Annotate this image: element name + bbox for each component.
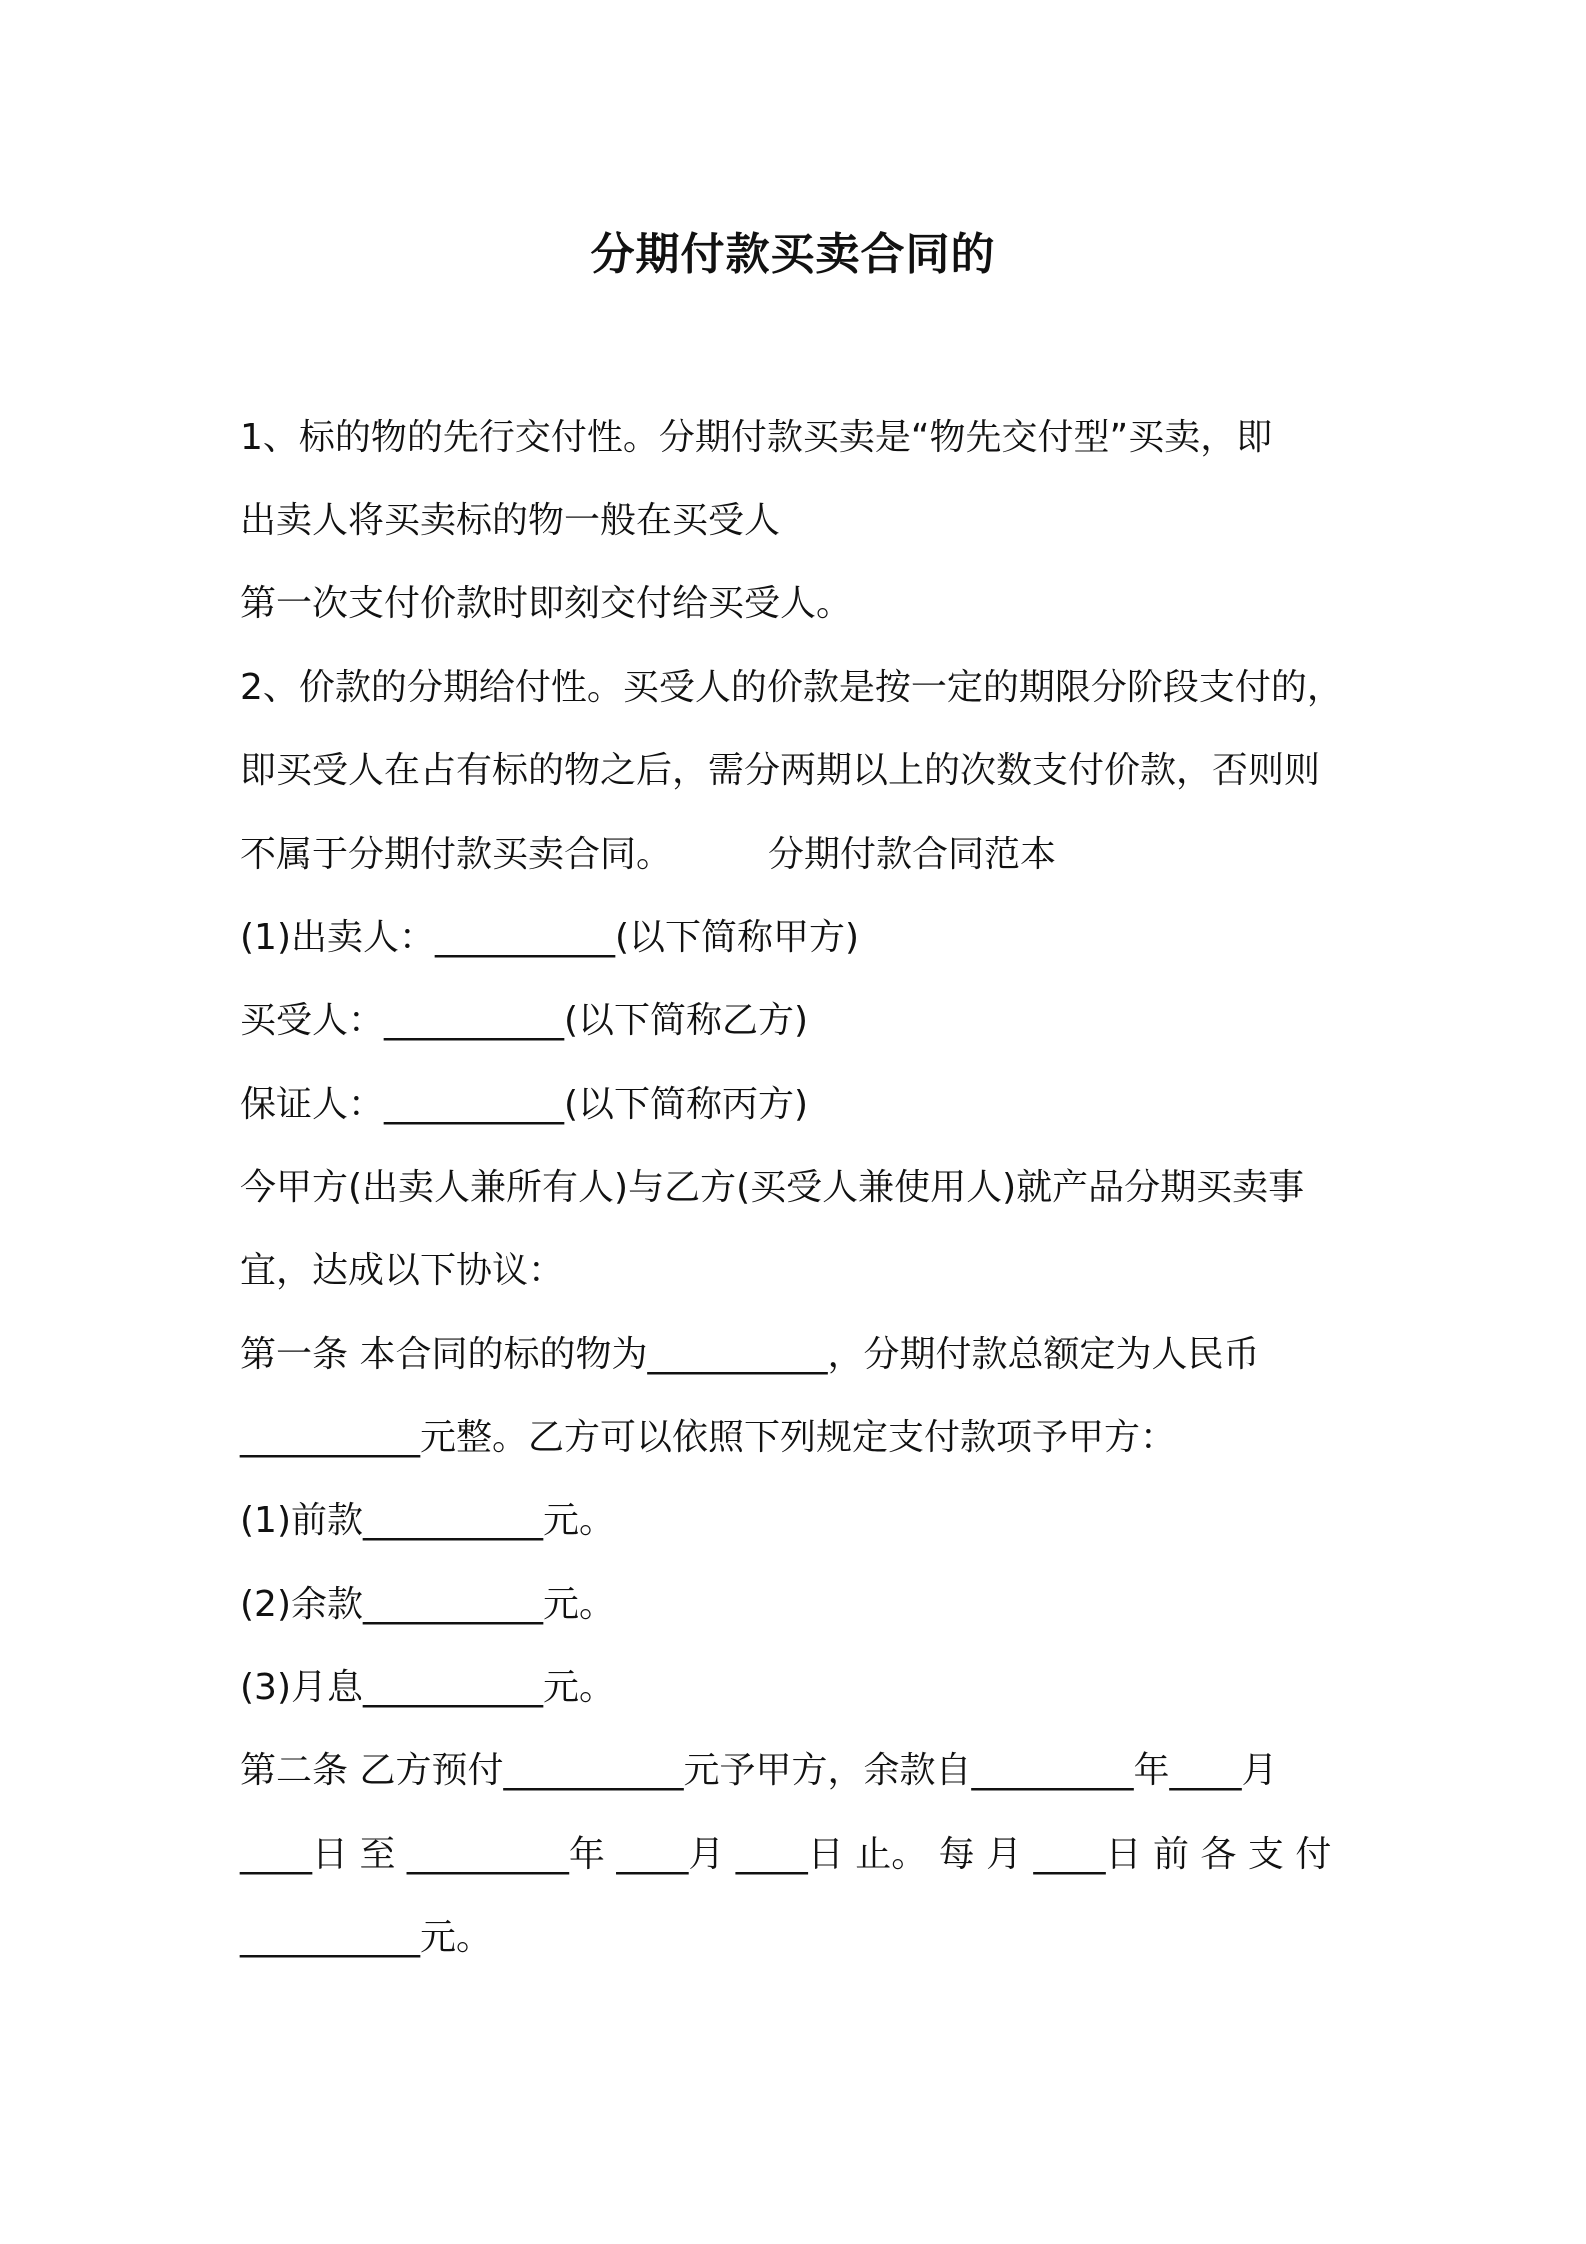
paragraph-line: 宜，达成以下协议： bbox=[240, 1250, 565, 1291]
article-one-line: 第一条 本合同的标的物为__________，分期付款总额定为人民币 bbox=[240, 1334, 1260, 1375]
payment-item-line: (2)余款__________元。 bbox=[240, 1584, 615, 1625]
paragraph-line: 出卖人将买卖标的物一般在买受人 bbox=[240, 500, 781, 541]
article-two-line: ____日 至 _________年 ____月 ____日 止。 每 月 ____日 前 各 支 付 bbox=[240, 1834, 1332, 1875]
party-buyer-line: 买受人：__________(以下简称乙方) bbox=[240, 1000, 809, 1041]
paragraph-line: 第一次支付价款时即刻交付给买受人。 bbox=[240, 583, 853, 624]
payment-item-line: (3)月息__________元。 bbox=[240, 1667, 615, 1708]
payment-item-line: (1)前款__________元。 bbox=[240, 1500, 615, 1541]
paragraph-line: 今甲方(出卖人兼所有人)与乙方(买受人兼使用人)就产品分期买卖事 bbox=[240, 1167, 1305, 1208]
article-two-line: 第二条 乙方预付__________元予甲方，余款自_________年____月 bbox=[240, 1750, 1278, 1791]
article-one-line: __________元整。乙方可以依照下列规定支付款项予甲方： bbox=[240, 1417, 1177, 1458]
section-heading: 分期付款合同范本 bbox=[768, 834, 1057, 875]
paragraph-line bbox=[240, 831, 1370, 879]
party-seller-line: (1)出卖人：__________(以下简称甲方) bbox=[240, 917, 860, 958]
party-guarantor-line: 保证人：__________(以下简称丙方) bbox=[240, 1084, 809, 1125]
paragraph-line: 1、标的物的先行交付性。分期付款买卖是“物先交付型”买卖，即 bbox=[240, 417, 1273, 458]
article-two-line: __________元。 bbox=[240, 1917, 493, 1958]
paragraph-text: 不属于分期付款买卖合同。 bbox=[240, 834, 673, 875]
document-title: 分期付款买卖合同的 bbox=[590, 229, 996, 280]
paragraph-line: 2、价款的分期给付性。买受人的价款是按一定的期限分阶段支付的， bbox=[240, 667, 1343, 708]
paragraph-line: 即买受人在占有标的物之后，需分两期以上的次数支付价款，否则则 bbox=[240, 750, 1321, 791]
